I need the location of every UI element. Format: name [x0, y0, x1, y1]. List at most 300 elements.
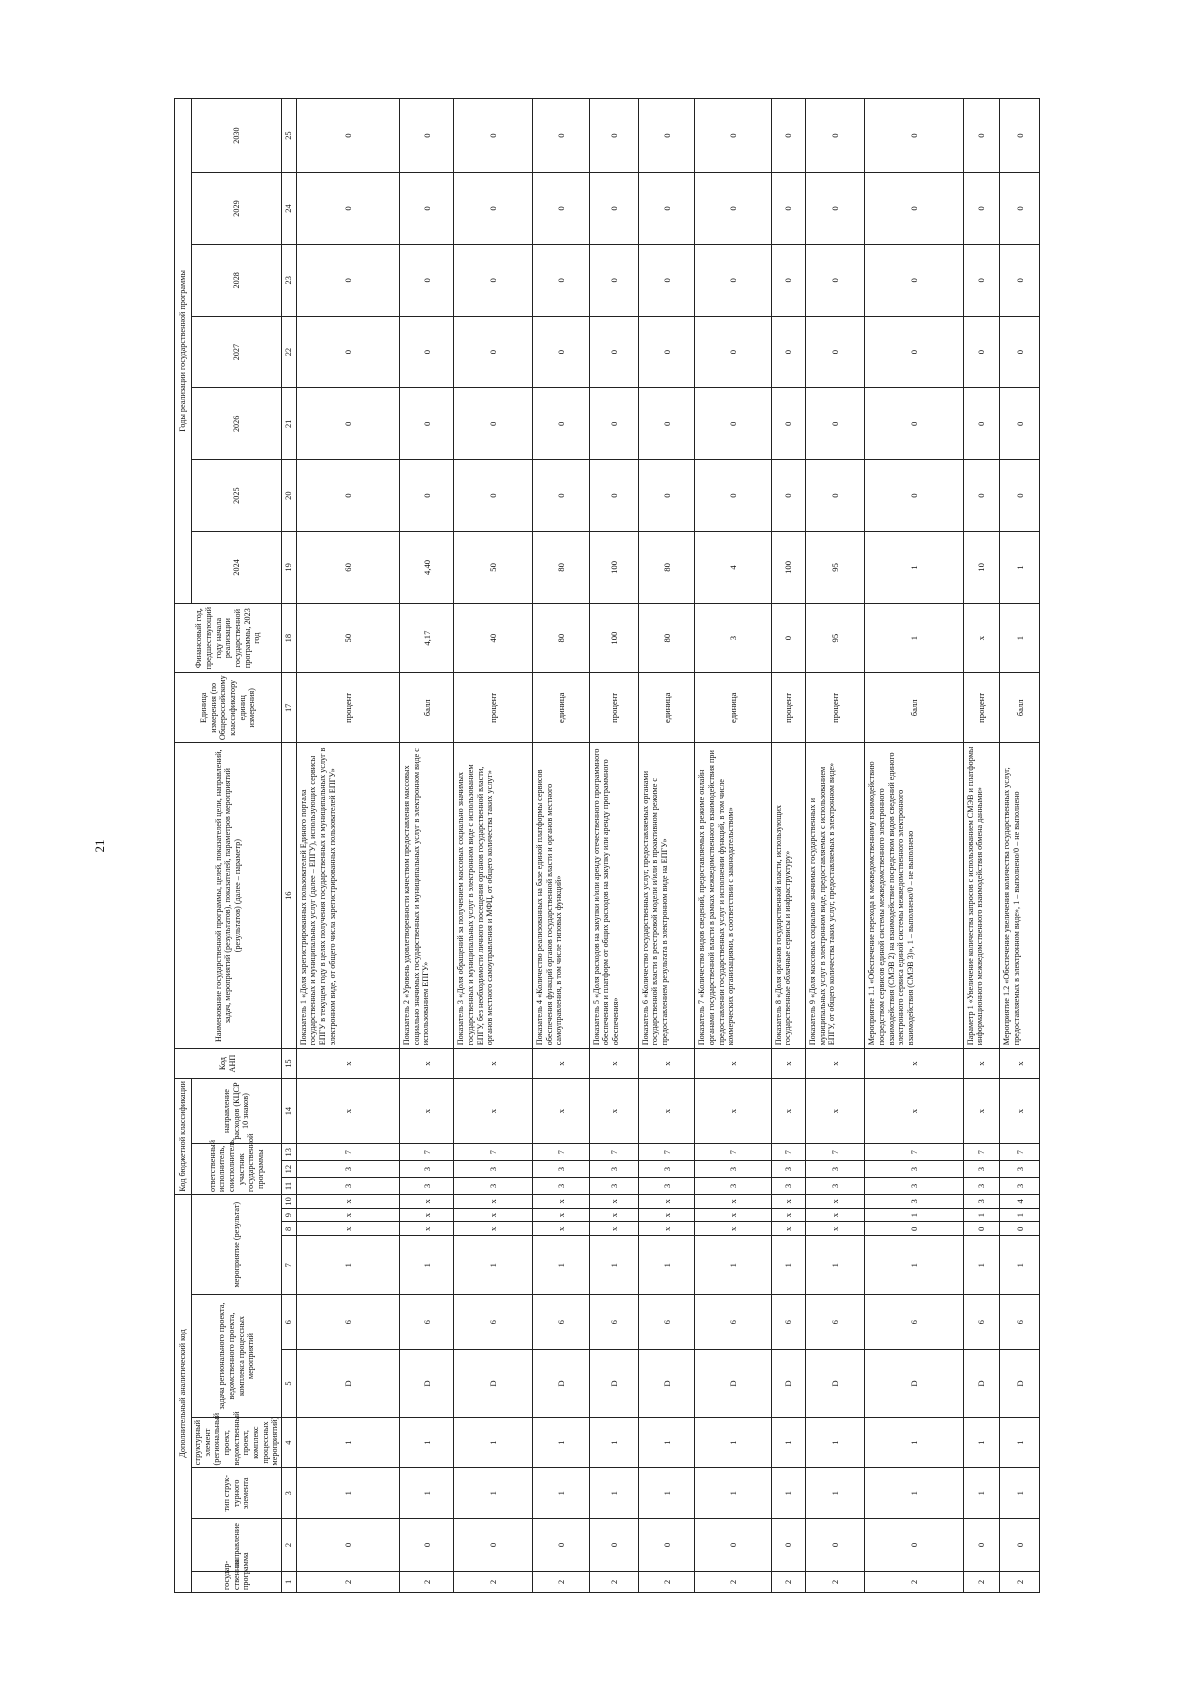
- header-year: 2028: [192, 244, 282, 316]
- code-task-a: D: [963, 1350, 1000, 1418]
- column-number: 3: [282, 1468, 297, 1519]
- code-expense-direction: x: [963, 1078, 1000, 1143]
- row-fin-year-value: 50: [296, 603, 399, 673]
- code-measure-d: x: [589, 1194, 638, 1208]
- row-year-value: 0: [400, 460, 454, 532]
- row-year-value: 0: [1000, 173, 1040, 245]
- header-year: 2027: [192, 316, 282, 388]
- code-direction: 0: [533, 1519, 590, 1572]
- code-executor-a: 3: [695, 1178, 771, 1195]
- code-struct-element: 1: [695, 1417, 771, 1468]
- row-year-value: 0: [296, 173, 399, 245]
- header-year: 2030: [192, 99, 282, 173]
- table-row: [865, 99, 963, 1593]
- code-task-b: 6: [454, 1295, 533, 1350]
- code-measure-a: 1: [865, 1236, 963, 1295]
- code-measure-a: 1: [296, 1236, 399, 1295]
- row-year-value: 1: [1000, 532, 1040, 604]
- code-task-a: D: [695, 1350, 771, 1418]
- row-year-value: 0: [806, 316, 865, 388]
- column-number: 21: [282, 388, 297, 460]
- code-struct-element: 1: [533, 1417, 590, 1468]
- code-task-a: D: [296, 1350, 399, 1418]
- code-executor-b: 3: [771, 1161, 805, 1178]
- row-year-value: 0: [806, 388, 865, 460]
- code-task-b: 6: [963, 1295, 1000, 1350]
- row-year-value: 0: [638, 316, 695, 388]
- row-year-value: 0: [589, 99, 638, 173]
- row-name: Мероприятие 1.2 «Обеспечение увеличения количества государственных услуг, предоставляемых в электронном виде», 1 – выполнено/0 – не выполнено: [1000, 743, 1040, 1049]
- code-executor-c: 7: [533, 1144, 590, 1161]
- code-measure-c: x: [638, 1208, 695, 1222]
- table-row: [533, 99, 590, 1593]
- header-struct-type: тип струк-турного элемента: [192, 1468, 282, 1519]
- row-year-value: 0: [963, 388, 1000, 460]
- code-expense-direction: x: [533, 1078, 590, 1143]
- code-struct-type: 1: [806, 1468, 865, 1519]
- code-struct-element: 1: [400, 1417, 454, 1468]
- code-anp: x: [296, 1049, 399, 1079]
- code-expense-direction: x: [454, 1078, 533, 1143]
- code-measure-a: 1: [400, 1236, 454, 1295]
- row-year-value: 0: [296, 316, 399, 388]
- row-year-value: 60: [296, 532, 399, 604]
- row-year-value: 0: [454, 316, 533, 388]
- row-year-value: 0: [638, 173, 695, 245]
- column-number: 20: [282, 460, 297, 532]
- code-measure-d: x: [400, 1194, 454, 1208]
- code-measure-c: x: [296, 1208, 399, 1222]
- row-year-value: 0: [638, 99, 695, 173]
- code-gov-program: 2: [638, 1571, 695, 1592]
- code-struct-element: 1: [963, 1417, 1000, 1468]
- code-measure-c: 1: [963, 1208, 1000, 1222]
- column-number: 19: [282, 532, 297, 604]
- header-unit: Единица измерения (по Общероссийскому классификатору единиц измерения): [175, 673, 282, 743]
- table-row: [454, 99, 533, 1593]
- row-year-value: 0: [296, 244, 399, 316]
- row-year-value: 0: [638, 460, 695, 532]
- column-number: 13: [282, 1144, 297, 1161]
- row-name: Показатель 3 «Доля обращений за получением массовых социально значимых государственных и муниципальных услуг в электронном виде с использованием ЕПГУ, без необходимости личного посещения органов государственной власти, органов местного самоуправления и МФЦ, от общего количества таких услуг»: [454, 743, 533, 1049]
- row-year-value: 0: [963, 173, 1000, 245]
- code-expense-direction: x: [1000, 1078, 1040, 1143]
- table-row: [695, 99, 771, 1593]
- code-executor-c: 7: [771, 1144, 805, 1161]
- row-year-value: 4,40: [400, 532, 454, 604]
- code-measure-b: x: [296, 1222, 399, 1236]
- code-task-b: 6: [400, 1295, 454, 1350]
- code-gov-program: 2: [400, 1571, 454, 1592]
- code-measure-a: 1: [533, 1236, 590, 1295]
- code-task-b: 6: [533, 1295, 590, 1350]
- row-year-value: 0: [533, 316, 590, 388]
- row-year-value: 0: [454, 388, 533, 460]
- code-anp: x: [963, 1049, 1000, 1079]
- row-year-value: 0: [865, 244, 963, 316]
- code-task-a: D: [638, 1350, 695, 1418]
- code-measure-a: 1: [1000, 1236, 1040, 1295]
- row-year-value: 0: [695, 460, 771, 532]
- row-year-value: 0: [400, 244, 454, 316]
- row-year-value: 0: [771, 388, 805, 460]
- row-year-value: 0: [589, 460, 638, 532]
- code-measure-a: 1: [589, 1236, 638, 1295]
- code-direction: 0: [296, 1519, 399, 1572]
- code-executor-b: 3: [806, 1161, 865, 1178]
- row-year-value: 0: [400, 173, 454, 245]
- column-number: 10: [282, 1194, 297, 1208]
- code-executor-a: 3: [589, 1178, 638, 1195]
- row-fin-year-value: 80: [638, 603, 695, 673]
- row-year-value: 0: [296, 388, 399, 460]
- column-number: 9: [282, 1208, 297, 1222]
- code-struct-element: 1: [1000, 1417, 1040, 1468]
- code-direction: 0: [771, 1519, 805, 1572]
- row-year-value: 0: [865, 388, 963, 460]
- row-year-value: 0: [1000, 316, 1040, 388]
- code-measure-d: 4: [1000, 1194, 1040, 1208]
- code-gov-program: 2: [771, 1571, 805, 1592]
- row-year-value: 0: [638, 388, 695, 460]
- row-year-value: 0: [589, 173, 638, 245]
- column-number: 4: [282, 1417, 297, 1468]
- code-task-a: D: [533, 1350, 590, 1418]
- code-direction: 0: [695, 1519, 771, 1572]
- code-measure-d: x: [638, 1194, 695, 1208]
- row-year-value: 0: [533, 244, 590, 316]
- row-year-value: 4: [695, 532, 771, 604]
- code-direction: 0: [400, 1519, 454, 1572]
- code-executor-b: 3: [1000, 1161, 1040, 1178]
- column-number: 16: [282, 743, 297, 1049]
- row-year-value: 0: [1000, 244, 1040, 316]
- code-task-b: 6: [865, 1295, 963, 1350]
- table-row: [400, 99, 454, 1593]
- row-year-value: 0: [1000, 460, 1040, 532]
- column-number: 7: [282, 1236, 297, 1295]
- code-task-a: D: [771, 1350, 805, 1418]
- code-measure-c: x: [589, 1208, 638, 1222]
- group-budget-code: Код бюджетной классификации: [175, 1078, 192, 1194]
- row-year-value: 0: [806, 460, 865, 532]
- row-year-value: 50: [454, 532, 533, 604]
- column-number: 11: [282, 1178, 297, 1195]
- code-measure-d: x: [454, 1194, 533, 1208]
- code-measure-b: x: [533, 1222, 590, 1236]
- column-number: 23: [282, 244, 297, 316]
- row-year-value: 0: [400, 316, 454, 388]
- code-task-a: D: [1000, 1350, 1040, 1418]
- row-year-value: 0: [771, 173, 805, 245]
- table-row: [806, 99, 865, 1593]
- code-gov-program: 2: [589, 1571, 638, 1592]
- code-direction: 0: [638, 1519, 695, 1572]
- row-name: Мероприятие 1.1 «Обеспечение перехода к межведомственному взаимодействию посредством сервисов единой системы межведомственного электронного взаимодействия (СМЭВ 2) на взаимодействие посредством видов сведений единого электронного сервиса единой системы межведомственного электронного взаимодействия (СМЭВ 3)», 1 – выполнено/0 – не выполнено: [865, 743, 963, 1049]
- code-executor-c: 7: [589, 1144, 638, 1161]
- column-number: 24: [282, 173, 297, 245]
- code-expense-direction: x: [771, 1078, 805, 1143]
- table-row: [771, 99, 805, 1593]
- row-year-value: 0: [400, 388, 454, 460]
- code-measure-d: 3: [865, 1194, 963, 1208]
- row-year-value: 80: [638, 532, 695, 604]
- code-executor-b: 3: [695, 1161, 771, 1178]
- row-year-value: 0: [533, 460, 590, 532]
- header-year: 2024: [192, 532, 282, 604]
- code-struct-type: 1: [865, 1468, 963, 1519]
- code-gov-program: 2: [454, 1571, 533, 1592]
- row-fin-year-value: 100: [589, 603, 638, 673]
- code-direction: 0: [454, 1519, 533, 1572]
- row-name: Показатель 9 «Доля массовых социально значимых государственных и муниципальных услуг в электронном виде, предоставляемых с использованием ЕПГУ, от общего количества таких услуг, предоставляемых в электронном виде»: [806, 743, 865, 1049]
- header-anp-code: Код АНП: [175, 1049, 282, 1079]
- code-gov-program: 2: [533, 1571, 590, 1592]
- row-year-value: 0: [806, 244, 865, 316]
- code-struct-type: 1: [963, 1468, 1000, 1519]
- code-struct-type: 1: [296, 1468, 399, 1519]
- code-anp: x: [1000, 1049, 1040, 1079]
- row-name: Параметр 1 «Увеличение количества запросов с использованием СМЭВ и платформы информационного межведомственного взаимодействия обмена данными»: [963, 743, 1000, 1049]
- row-name: Показатель 6 «Количество государственных услуг, предоставляемых органами государственной власти в реестровой модели и/или в проактивном режиме с предоставлением результата в электронном виде на ЕПГУ»: [638, 743, 695, 1049]
- column-number: 2: [282, 1519, 297, 1572]
- row-year-value: 0: [533, 99, 590, 173]
- row-unit: балл: [1000, 673, 1040, 743]
- header-measure: мероприятие (результат): [192, 1194, 282, 1294]
- row-year-value: 100: [589, 532, 638, 604]
- code-measure-a: 1: [806, 1236, 865, 1295]
- code-anp: x: [771, 1049, 805, 1079]
- column-number: 8: [282, 1222, 297, 1236]
- code-direction: 0: [865, 1519, 963, 1572]
- code-struct-type: 1: [771, 1468, 805, 1519]
- code-gov-program: 2: [963, 1571, 1000, 1592]
- row-name: Показатель 5 «Доля расходов на закупки и/или аренду отечественного программного обеспечения и платформ от общих расходов на закупку или аренду программного обеспечения»: [589, 743, 638, 1049]
- code-struct-type: 1: [1000, 1468, 1040, 1519]
- row-unit: процент: [589, 673, 638, 743]
- row-year-value: 0: [589, 316, 638, 388]
- row-fin-year-value: 3: [695, 603, 771, 673]
- row-year-value: 0: [806, 173, 865, 245]
- header-year: 2029: [192, 173, 282, 245]
- row-year-value: 0: [963, 244, 1000, 316]
- table-row: [638, 99, 695, 1593]
- header-direction: направление: [192, 1519, 282, 1572]
- row-unit: процент: [771, 673, 805, 743]
- column-number: 6: [282, 1295, 297, 1350]
- code-executor-b: 3: [533, 1161, 590, 1178]
- code-expense-direction: x: [589, 1078, 638, 1143]
- row-unit: единица: [638, 673, 695, 743]
- row-year-value: 0: [695, 173, 771, 245]
- code-measure-d: x: [296, 1194, 399, 1208]
- code-task-b: 6: [589, 1295, 638, 1350]
- code-measure-b: x: [589, 1222, 638, 1236]
- code-measure-a: 1: [963, 1236, 1000, 1295]
- code-anp: x: [638, 1049, 695, 1079]
- code-executor-a: 3: [963, 1178, 1000, 1195]
- code-struct-element: 1: [865, 1417, 963, 1468]
- table-row: [1000, 99, 1040, 1593]
- column-number-row: [282, 99, 297, 1593]
- code-direction: 0: [806, 1519, 865, 1572]
- column-number: 25: [282, 99, 297, 173]
- code-struct-element: 1: [771, 1417, 805, 1468]
- header-executor: ответственный исполнитель, соисполнитель, участник государственной программы: [192, 1144, 282, 1195]
- code-executor-a: 3: [454, 1178, 533, 1195]
- code-measure-c: 1: [1000, 1208, 1040, 1222]
- code-struct-element: 1: [296, 1417, 399, 1468]
- code-gov-program: 2: [1000, 1571, 1040, 1592]
- row-unit: балл: [865, 673, 963, 743]
- header-year: 2026: [192, 388, 282, 460]
- row-year-value: 95: [806, 532, 865, 604]
- code-struct-element: 1: [638, 1417, 695, 1468]
- row-year-value: 0: [865, 99, 963, 173]
- code-executor-b: 3: [589, 1161, 638, 1178]
- code-measure-a: 1: [771, 1236, 805, 1295]
- code-struct-type: 1: [533, 1468, 590, 1519]
- code-struct-type: 1: [589, 1468, 638, 1519]
- code-measure-a: 1: [454, 1236, 533, 1295]
- row-year-value: 0: [400, 99, 454, 173]
- code-gov-program: 2: [865, 1571, 963, 1592]
- code-measure-c: x: [806, 1208, 865, 1222]
- row-year-value: 0: [771, 460, 805, 532]
- code-executor-a: 3: [771, 1178, 805, 1195]
- row-unit: единица: [695, 673, 771, 743]
- code-task-a: D: [806, 1350, 865, 1418]
- code-struct-type: 1: [400, 1468, 454, 1519]
- row-name: Показатель 8 «Доля органов государственной власти, использующих государственные облачные сервисы и инфраструктуру»: [771, 743, 805, 1049]
- row-unit: единица: [533, 673, 590, 743]
- code-executor-b: 3: [963, 1161, 1000, 1178]
- code-gov-program: 2: [695, 1571, 771, 1592]
- row-unit: процент: [296, 673, 399, 743]
- code-executor-a: 3: [638, 1178, 695, 1195]
- row-name: Показатель 1 «Доля зарегистрированных пользователей Единого портала государственных и муниципальных услуг (далее – ЕПГУ), использующих сервисы ЕПГУ в текущем году в целях получения государственных и муниципальных услуг в электронном виде, от общего числа зарегистрированных пользователей ЕПГУ»: [296, 743, 399, 1049]
- row-year-value: 0: [806, 99, 865, 173]
- code-executor-a: 3: [865, 1178, 963, 1195]
- code-task-a: D: [400, 1350, 454, 1418]
- code-executor-b: 3: [454, 1161, 533, 1178]
- row-fin-year-value: 0: [771, 603, 805, 673]
- header-struct-element: структурный элемент (региональный проект, ведомственный проект, комплекс процессных мероприятий): [192, 1417, 282, 1468]
- row-year-value: 0: [589, 244, 638, 316]
- row-year-value: 0: [695, 244, 771, 316]
- code-measure-c: x: [695, 1208, 771, 1222]
- code-measure-c: x: [400, 1208, 454, 1222]
- row-fin-year-value: x: [963, 603, 1000, 673]
- row-unit: процент: [963, 673, 1000, 743]
- code-anp: x: [533, 1049, 590, 1079]
- code-executor-b: 3: [638, 1161, 695, 1178]
- row-year-value: 0: [638, 244, 695, 316]
- code-expense-direction: x: [638, 1078, 695, 1143]
- code-executor-c: 7: [695, 1144, 771, 1161]
- table-row: [296, 99, 399, 1593]
- table-row: [963, 99, 1000, 1593]
- table-row: [589, 99, 638, 1593]
- code-expense-direction: x: [806, 1078, 865, 1143]
- code-measure-b: x: [806, 1222, 865, 1236]
- row-year-value: 0: [695, 388, 771, 460]
- code-direction: 0: [963, 1519, 1000, 1572]
- row-year-value: 0: [454, 460, 533, 532]
- row-year-value: 0: [771, 99, 805, 173]
- code-anp: x: [454, 1049, 533, 1079]
- code-executor-c: 7: [806, 1144, 865, 1161]
- row-fin-year-value: 95: [806, 603, 865, 673]
- code-gov-program: 2: [296, 1571, 399, 1592]
- row-year-value: 0: [865, 316, 963, 388]
- row-year-value: 100: [771, 532, 805, 604]
- row-unit: процент: [806, 673, 865, 743]
- column-number: 22: [282, 316, 297, 388]
- code-measure-b: x: [771, 1222, 805, 1236]
- row-unit: балл: [400, 673, 454, 743]
- row-year-value: 0: [865, 173, 963, 245]
- code-expense-direction: x: [400, 1078, 454, 1143]
- row-year-value: 1: [865, 532, 963, 604]
- code-executor-a: 3: [400, 1178, 454, 1195]
- code-struct-type: 1: [695, 1468, 771, 1519]
- code-measure-a: 1: [695, 1236, 771, 1295]
- code-executor-c: 7: [963, 1144, 1000, 1161]
- code-executor-a: 3: [806, 1178, 865, 1195]
- program-table: [174, 98, 1040, 1593]
- row-year-value: 0: [296, 99, 399, 173]
- code-measure-c: x: [771, 1208, 805, 1222]
- code-measure-b: 0: [963, 1222, 1000, 1236]
- row-year-value: 0: [771, 316, 805, 388]
- code-anp: x: [695, 1049, 771, 1079]
- code-anp: x: [589, 1049, 638, 1079]
- row-unit: процент: [454, 673, 533, 743]
- code-struct-type: 1: [638, 1468, 695, 1519]
- column-number: 15: [282, 1049, 297, 1079]
- header-gov-program: государ-ственная программа: [192, 1571, 282, 1592]
- code-task-b: 6: [771, 1295, 805, 1350]
- code-expense-direction: x: [865, 1078, 963, 1143]
- row-fin-year-value: 1: [865, 603, 963, 673]
- row-year-value: 0: [454, 244, 533, 316]
- code-task-b: 6: [1000, 1295, 1040, 1350]
- column-number: 12: [282, 1161, 297, 1178]
- code-task-a: D: [589, 1350, 638, 1418]
- row-year-value: 0: [865, 460, 963, 532]
- code-struct-element: 1: [806, 1417, 865, 1468]
- code-expense-direction: x: [296, 1078, 399, 1143]
- row-year-value: 0: [296, 460, 399, 532]
- code-anp: x: [865, 1049, 963, 1079]
- code-executor-a: 3: [296, 1178, 399, 1195]
- code-executor-b: 3: [296, 1161, 399, 1178]
- code-task-a: D: [865, 1350, 963, 1418]
- code-measure-b: x: [400, 1222, 454, 1236]
- code-executor-c: 7: [638, 1144, 695, 1161]
- row-year-value: 0: [695, 316, 771, 388]
- code-executor-c: 7: [865, 1144, 963, 1161]
- row-year-value: 0: [963, 99, 1000, 173]
- row-year-value: 0: [695, 99, 771, 173]
- column-number: 18: [282, 603, 297, 673]
- column-number: 14: [282, 1078, 297, 1143]
- code-measure-b: 0: [1000, 1222, 1040, 1236]
- row-year-value: 0: [589, 388, 638, 460]
- header-year: 2025: [192, 460, 282, 532]
- code-measure-d: x: [695, 1194, 771, 1208]
